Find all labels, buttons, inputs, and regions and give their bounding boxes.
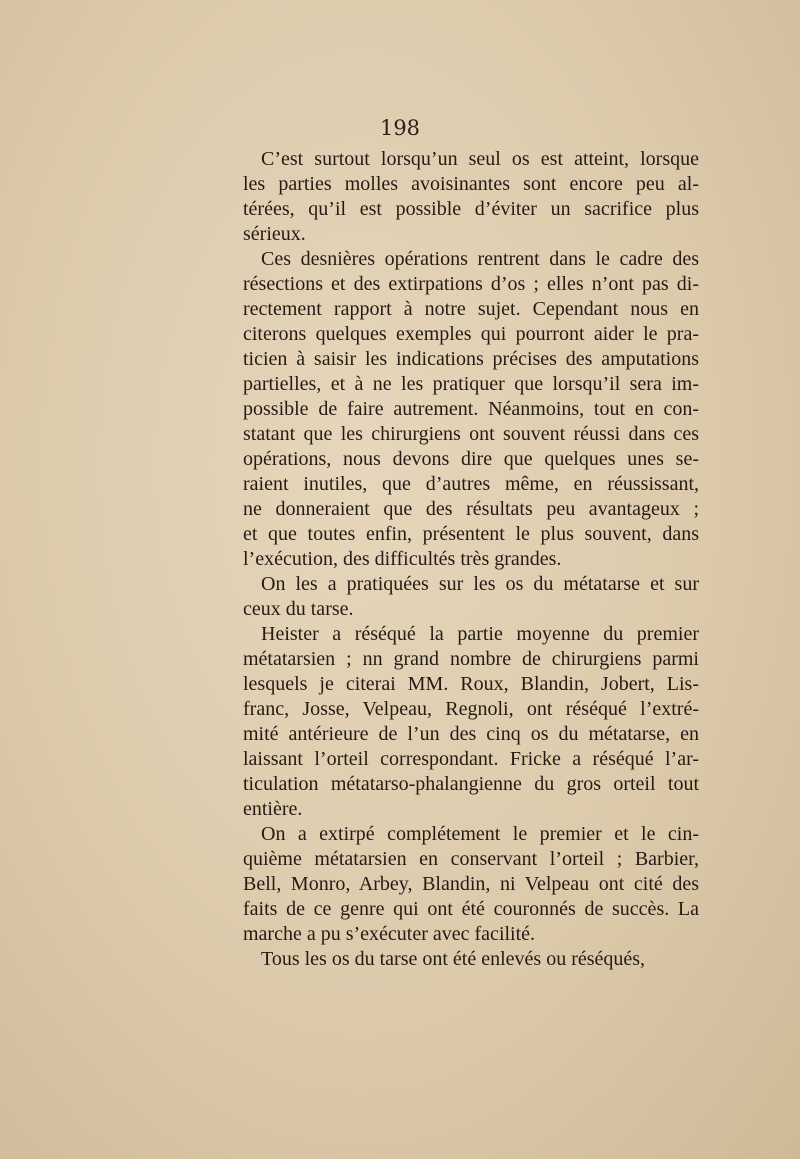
- text-line: entière.: [243, 798, 303, 820]
- page-number: 198: [379, 116, 421, 140]
- text-line: mité antérieure de l’un des cinq os du métatarse, en: [243, 723, 699, 745]
- text-line: ne donneraient que des résultats peu avantageux ;: [243, 498, 699, 520]
- text-line: Tous les os du tarse ont été enlevés ou réséqués,: [261, 948, 646, 970]
- paragraph: [243, 147, 699, 247]
- text-line: les parties molles avoisinantes sont encore peu al-: [243, 173, 699, 195]
- text-line: térées, qu’il est possible d’éviter un sacrifice plus: [243, 198, 699, 220]
- text-line: faits de ce genre qui ont été couronnés de succès. La: [243, 898, 699, 920]
- text-line: franc, Josse, Velpeau, Regnoli, ont réséqué l’extré-: [243, 698, 699, 720]
- text-line: métatarsien ; nn grand nombre de chirurgiens parmi: [243, 648, 699, 670]
- text-line: On a extirpé complétement le premier et le cin-: [261, 823, 699, 845]
- text-line: possible de faire autrement. Néanmoins, tout en con-: [243, 398, 699, 420]
- text-line: Ces desnières opérations rentrent dans le cadre des: [261, 248, 699, 270]
- paragraph: [243, 947, 699, 972]
- text-line: laissant l’orteil correspondant. Fricke a réséqué l’ar-: [243, 748, 699, 770]
- text-line: ceux du tarse.: [243, 598, 354, 620]
- text-line: On les a pratiquées sur les os du métatarse et sur: [261, 573, 699, 595]
- text-line: l’exécution, des difficultés très grandes.: [243, 548, 562, 570]
- text-line: marche a pu s’exécuter avec facilité.: [243, 923, 536, 945]
- text-line: rectement rapport à notre sujet. Cependant nous en: [243, 298, 699, 320]
- text-line: citerons quelques exemples qui pourront aider le pra-: [243, 323, 699, 345]
- text-line: quième métatarsien en conservant l’orteil ; Barbier,: [243, 848, 699, 870]
- text-line: résections et des extirpations d’os ; elles n’ont pas di-: [243, 273, 699, 295]
- text-line: raient inutiles, que d’autres même, en réussissant,: [243, 473, 699, 495]
- text-line: opérations, nous devons dire que quelques unes se-: [243, 448, 699, 470]
- paragraph: [243, 572, 699, 622]
- body-text: [243, 147, 699, 972]
- text-line: C’est surtout lorsqu’un seul os est atteint, lorsque: [261, 148, 699, 170]
- paragraph: [243, 622, 699, 822]
- text-line: statant que les chirurgiens ont souvent réussi dans ces: [243, 423, 699, 445]
- text-line: partielles, et à ne les pratiquer que lorsqu’il sera im-: [243, 373, 699, 395]
- text-line: lesquels je citerai MM. Roux, Blandin, Jobert, Lis-: [243, 673, 699, 695]
- text-line: Bell, Monro, Arbey, Blandin, ni Velpeau ont cité des: [243, 873, 699, 895]
- paragraph: [243, 822, 699, 947]
- text-line: ticien à saisir les indications précises des amputations: [243, 348, 699, 370]
- text-line: Heister a réséqué la partie moyenne du premier: [261, 623, 699, 645]
- paragraph: [243, 247, 699, 572]
- text-line: sérieux.: [243, 223, 306, 245]
- text-line: et que toutes enfin, présentent le plus souvent, dans: [243, 523, 699, 545]
- text-line: ticulation métatarso-phalangienne du gros orteil tout: [243, 773, 699, 795]
